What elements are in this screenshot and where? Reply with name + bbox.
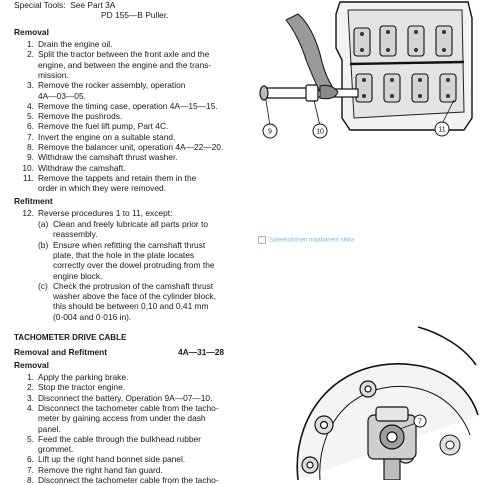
sub-step-continuation [38, 291, 216, 301]
step-continuation [14, 444, 73, 454]
step-line [14, 111, 122, 121]
refitment-step-12: 12. Reverse procedures 1 to 11, except: [22, 208, 173, 218]
step-number: 1. [27, 39, 34, 49]
step-number: 2. [27, 382, 34, 393]
step-number: 8. [27, 142, 34, 152]
sub-step-text: correctly over the dowel protruding from the [53, 260, 215, 271]
step-line [14, 142, 223, 152]
step-line [14, 434, 201, 444]
step-line [14, 49, 209, 59]
tacho-title: TACHOMETER DRIVE CABLE [14, 333, 127, 342]
sub-step-continuation [38, 229, 98, 239]
step-line [14, 372, 128, 382]
step-number: 7. [27, 131, 34, 142]
step-line [14, 393, 212, 403]
step-text: Remove the pushrods. [38, 111, 123, 122]
sub-step-line [38, 281, 213, 291]
sub-step-continuation [38, 260, 215, 270]
step-line [14, 101, 218, 111]
step-number: 2. [27, 49, 34, 60]
step-number: 8. [27, 475, 34, 485]
search-icon [258, 236, 266, 244]
step-number: 4. [27, 100, 34, 111]
removal-heading: Removal [14, 27, 49, 37]
step-text: Remove the fuel lift pump, Part 4C. [38, 121, 169, 132]
step-line [14, 465, 163, 475]
step-number: 5. [27, 433, 34, 444]
sub-step-text: Clean and freely lubricate all parts prior to [53, 219, 209, 229]
step-line [14, 173, 196, 183]
step-line [14, 152, 178, 162]
special-tools-line2: PD 155—B Puller. [101, 10, 169, 20]
step-line [14, 163, 126, 173]
sub-step-text: (0·004 and 0·016 in). [53, 311, 132, 322]
step-continuation [14, 413, 206, 423]
step-text: engine, and between the engine and the trans- [38, 59, 212, 70]
watermark: Sateekuhtinen maahanem sikka [258, 236, 354, 244]
step-number: 5. [27, 111, 34, 122]
step-text: 4A—03—05. [38, 90, 86, 101]
step-text: Disconnect the battery, Operation 9A—07—10. [38, 392, 213, 403]
step-line [14, 132, 175, 142]
camshaft-removal-illustration [258, 0, 480, 160]
step-text: Disconnect the tachometer cable from the tacho- [38, 475, 219, 485]
sub-step-continuation [38, 271, 102, 281]
sub-step-letter: (c) [38, 280, 48, 291]
sub-step-text: plate, that the hole in the plate locates [53, 249, 195, 260]
step-text: panel. [38, 423, 61, 434]
step-text: Remove the rocker assembly, operation [38, 80, 186, 91]
step-text: meter by gaining access from under the dash [38, 413, 206, 424]
step-text: Stop the tractor engine. [38, 382, 126, 393]
step-line [14, 475, 219, 485]
special-tools-label: Special Tools: See Part 3A [14, 0, 116, 10]
sub-step-text: Ensure when refitting the camshaft thrust [53, 239, 206, 250]
step-text: Remove the right hand fan guard. [38, 464, 163, 475]
sub-step-text: engine block. [53, 270, 103, 281]
step-number: 6. [27, 454, 34, 465]
step-line [14, 39, 113, 49]
step-continuation [14, 70, 69, 80]
refitment-heading: Refitment [14, 196, 53, 206]
step-number: 9. [27, 152, 34, 163]
sub-step-text: washer above the face of the cylinder block, [53, 291, 216, 302]
step-text: order in which they were removed. [38, 183, 167, 194]
step-text: Withdraw the camshaft. [38, 162, 126, 173]
callout-10-label: 10 [316, 128, 324, 136]
step-text: Withdraw the camshaft thrust washer. [38, 152, 178, 163]
step-continuation [14, 183, 166, 193]
sub-step-text: this should be between 0,10 and 0,41 mm [53, 301, 209, 312]
step-text: Remove the timing case, operation 4A—15—15. [38, 100, 218, 111]
callout-11-label: 11 [438, 126, 446, 134]
step-number: 3. [27, 80, 34, 91]
step-number: 11. [22, 172, 34, 183]
step-number: 4. [27, 402, 34, 413]
tacho-removal-heading: Removal [14, 360, 49, 370]
step-text: Remove the tappets and retain them in the [38, 172, 197, 183]
tacho-subtitle: Removal and Refitment [14, 347, 108, 357]
sub-step-continuation [38, 301, 209, 311]
step-continuation [14, 60, 211, 70]
step-line [14, 454, 185, 464]
sub-step-text: reassembly. [53, 229, 98, 240]
sub-step-line [38, 240, 205, 250]
step-number: 7. [27, 464, 34, 475]
step-number: 6. [27, 121, 34, 132]
step-text: Drain the engine oil. [38, 39, 113, 49]
step-continuation [14, 424, 61, 434]
step-text: Split the tractor between the front axle and the [38, 49, 210, 60]
sub-step-text: Check the protrusion of the camshaft thrust [53, 280, 214, 291]
sub-step-continuation [38, 250, 194, 260]
sub-step-letter: (b) [38, 239, 49, 250]
step-text: Lift up the right hand bonnet side panel. [38, 454, 186, 465]
sub-step-continuation [38, 312, 131, 322]
callout-9-label: 9 [268, 128, 272, 136]
step-number: 1. [27, 372, 34, 382]
step-continuation [14, 91, 86, 101]
step-line [14, 382, 125, 392]
step-line [14, 80, 185, 90]
tachometer-drive-illustration [250, 325, 480, 480]
callout-7-label: 7 [418, 418, 422, 426]
step-text: mission. [38, 69, 69, 80]
sub-step-line [38, 219, 208, 229]
step-text: grommet. [38, 444, 74, 455]
step-text: Remove the balancer unit, operation 4A—22—20. [38, 142, 224, 152]
sub-step-letter: (a) [38, 219, 49, 229]
step-text: Feed the cable through the bulkhead rubber [38, 433, 201, 444]
step-number: 10. [22, 162, 34, 173]
step-line [14, 403, 219, 413]
step-number: 3. [27, 392, 34, 403]
step-line [14, 121, 168, 131]
step-text: Apply the parking brake. [38, 372, 129, 382]
tacho-op-code: 4A—31—28 [178, 347, 225, 357]
step-text: Disconnect the tachometer cable from the tacho- [38, 402, 219, 413]
step-text: Invert the engine on a suitable stand. [38, 131, 176, 142]
